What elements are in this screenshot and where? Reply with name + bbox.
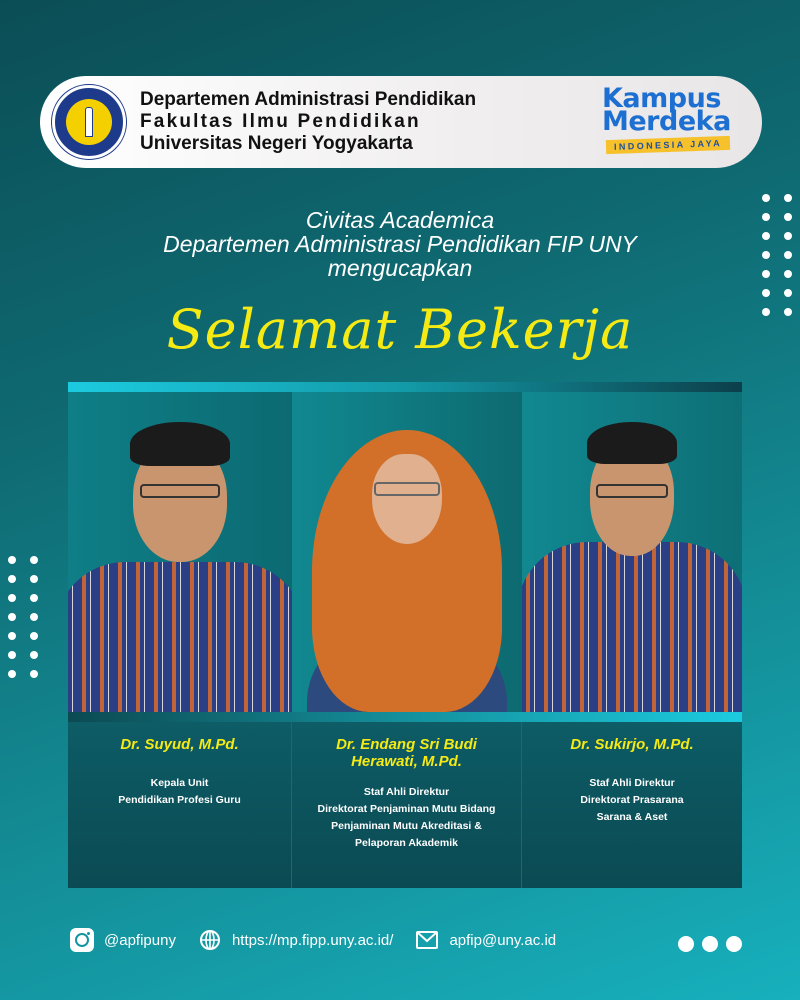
role-line: Direktorat Penjaminan Mutu Bidang: [317, 803, 496, 815]
person-name: Dr. Sukirjo, M.Pd.: [570, 736, 694, 753]
email-address: apfip@uny.ac.id: [449, 931, 557, 949]
role-line: Direktorat Prasarana: [580, 794, 684, 806]
intro-line-2: Departemen Administrasi Pendidikan FIP UNY: [163, 231, 637, 257]
instagram-handle: @apfipuny: [104, 931, 176, 949]
header-banner: [40, 76, 762, 168]
panel-top-bar: [68, 382, 742, 392]
email-link[interactable]: [415, 928, 556, 952]
caption-endang: [292, 722, 522, 888]
caption-sukirjo: [522, 722, 742, 888]
caption-suyud: [68, 722, 292, 888]
photo-sukirjo: [522, 392, 742, 712]
blangkon-hat-icon: [587, 422, 677, 464]
blangkon-hat-icon: [130, 422, 230, 466]
panel-bottom-bar: [68, 712, 742, 722]
faculty-name: Fakultas Ilmu Pendidikan: [140, 111, 421, 132]
role-line: Staf Ahli Direktur: [589, 777, 675, 789]
instagram-icon: [70, 928, 94, 952]
kampus-merdeka-logo: [600, 83, 740, 158]
logo-word-merdeka: Merdeka: [602, 106, 731, 137]
logo-word-kampus: Kampus: [602, 83, 721, 114]
decorative-dots-left: [8, 556, 38, 678]
institution-name: [140, 89, 476, 155]
decorative-dots-right: [762, 194, 792, 316]
instagram-link[interactable]: [70, 928, 176, 952]
website-url: https://mp.fipp.uny.ac.id/: [231, 931, 394, 949]
more-dots-icon: [678, 936, 742, 952]
globe-icon: [198, 928, 222, 952]
people-panel: [68, 382, 742, 888]
logo-tagline: INDONESIA JAYA: [606, 136, 731, 154]
university-name: Universitas Negeri Yogyakarta: [140, 133, 413, 154]
caption-row: [68, 722, 742, 888]
role-line: Pelaporan Akademik: [355, 837, 458, 849]
intro-text: [0, 208, 800, 280]
photo-suyud: [68, 392, 292, 712]
photo-row: [68, 392, 742, 712]
role-line: Pendidikan Profesi Guru: [118, 794, 241, 806]
role-line: Staf Ahli Direktur: [363, 786, 450, 798]
mail-icon: [415, 928, 439, 952]
photo-endang: [292, 392, 522, 712]
person-name: Dr. Suyud, M.Pd.: [120, 736, 239, 753]
website-link[interactable]: [198, 928, 393, 952]
department-name: Departemen Administrasi Pendidikan: [140, 89, 477, 110]
person-name: Dr. Endang Sri Budi Herawati, M.Pd.: [336, 736, 477, 770]
person-role: [292, 784, 521, 852]
role-line: Penjaminan Mutu Akreditasi &: [331, 820, 482, 832]
intro-line-1: Civitas Academica: [305, 207, 495, 233]
contact-footer: [70, 928, 578, 952]
role-line: Sarana & Aset: [596, 811, 668, 823]
intro-line-3: mengucapkan: [327, 255, 473, 281]
uny-seal-logo: [52, 85, 126, 159]
person-role: [522, 775, 742, 826]
role-line: Kepala Unit: [150, 777, 209, 789]
person-role: [68, 775, 291, 809]
greeting-title: Selamat Bekerja: [166, 298, 634, 361]
